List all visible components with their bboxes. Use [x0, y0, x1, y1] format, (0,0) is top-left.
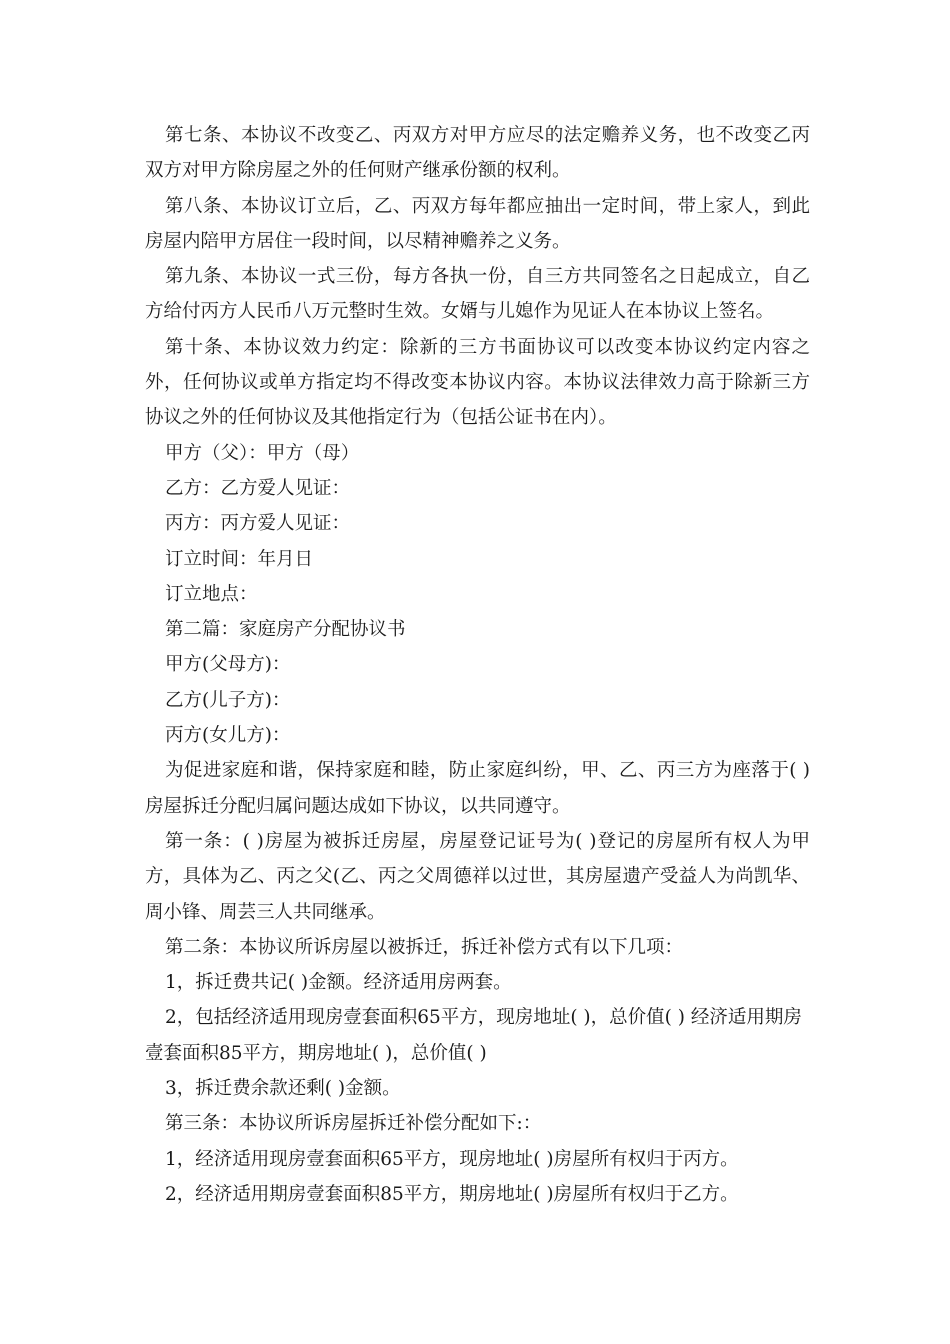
article-7: 第七条、本协议不改变乙、丙双方对甲方应尽的法定赡养义务，也不改变乙丙双方对甲方除房屋之外的任何财产继承份额的权利。: [145, 125, 810, 182]
clause-2-item-1: 1，拆迁费共记( )金额。经济适用房两套。: [165, 972, 512, 994]
clause-2-item-2: 2，包括经济适用现房壹套面积65平方，现房地址( )，总价值( ) 经济适用期房壹套面积85平方，期房地址( )，总价值( ): [145, 1007, 802, 1064]
clause-2: 第二条：本协议所诉房屋以被拆迁，拆迁补偿方式有以下几项：: [165, 936, 684, 958]
clause-2-item-3: 3，拆迁费余款还剩( )金额。: [165, 1078, 401, 1100]
signature-party-a: 甲方（父）：甲方（母）: [165, 442, 360, 464]
document-body: [145, 118, 810, 1212]
clause-3: 第三条：本协议所诉房屋拆迁补偿分配如下:：: [165, 1113, 542, 1135]
preamble: 为促进家庭和谐，保持家庭和睦，防止家庭纠纷，甲、乙、丙三方为座落于( )房屋拆迁分配归属问题达成如下协议，以共同遵守。: [145, 760, 810, 817]
article-9: 第九条、本协议一式三份，每方各执一份，自三方共同签名之日起成立，自乙方给付丙方人民币八万元整时生效。女婿与儿媳作为见证人在本协议上签名。: [145, 266, 810, 323]
party-c-label: 丙方(女儿方)：: [165, 725, 291, 747]
signature-party-c: 丙方：丙方爱人见证：: [165, 513, 351, 535]
clause-3-item-2: 2，经济适用期房壹套面积85平方，期房地址( )房屋所有权归于乙方。: [165, 1183, 739, 1205]
article-8: 第八条、本协议订立后，乙、丙双方每年都应抽出一定时间，带上家人，到此房屋内陪甲方居住一段时间，以尽精神赡养之义务。: [145, 195, 810, 252]
clause-3-item-1: 1，经济适用现房壹套面积65平方，现房地址( )房屋所有权归于丙方。: [165, 1148, 739, 1170]
clause-1: 第一条：( )房屋为被拆迁房屋，房屋登记证号为( )登记的房屋所有权人为甲方，具体为乙、丙之父(乙、丙之父周德祥以过世，其房屋遗产受益人为尚凯华、周小锋、周芸三人共同继承。: [145, 830, 810, 923]
party-a-label: 甲方(父母方)：: [165, 654, 291, 676]
party-b-label: 乙方(儿子方)：: [165, 689, 291, 711]
section-title: 第二篇：家庭房产分配协议书: [165, 619, 406, 641]
signing-place: 订立地点：: [165, 583, 258, 605]
signature-party-b: 乙方：乙方爱人见证：: [165, 477, 351, 499]
signing-date: 订立时间：年月日: [165, 548, 314, 570]
article-10: 第十条、本协议效力约定：除新的三方书面协议可以改变本协议约定内容之外，任何协议或单方指定均不得改变本协议内容。本协议法律效力高于除新三方协议之外的任何协议及其他指定行为（包括公证书在内）。: [145, 336, 810, 429]
